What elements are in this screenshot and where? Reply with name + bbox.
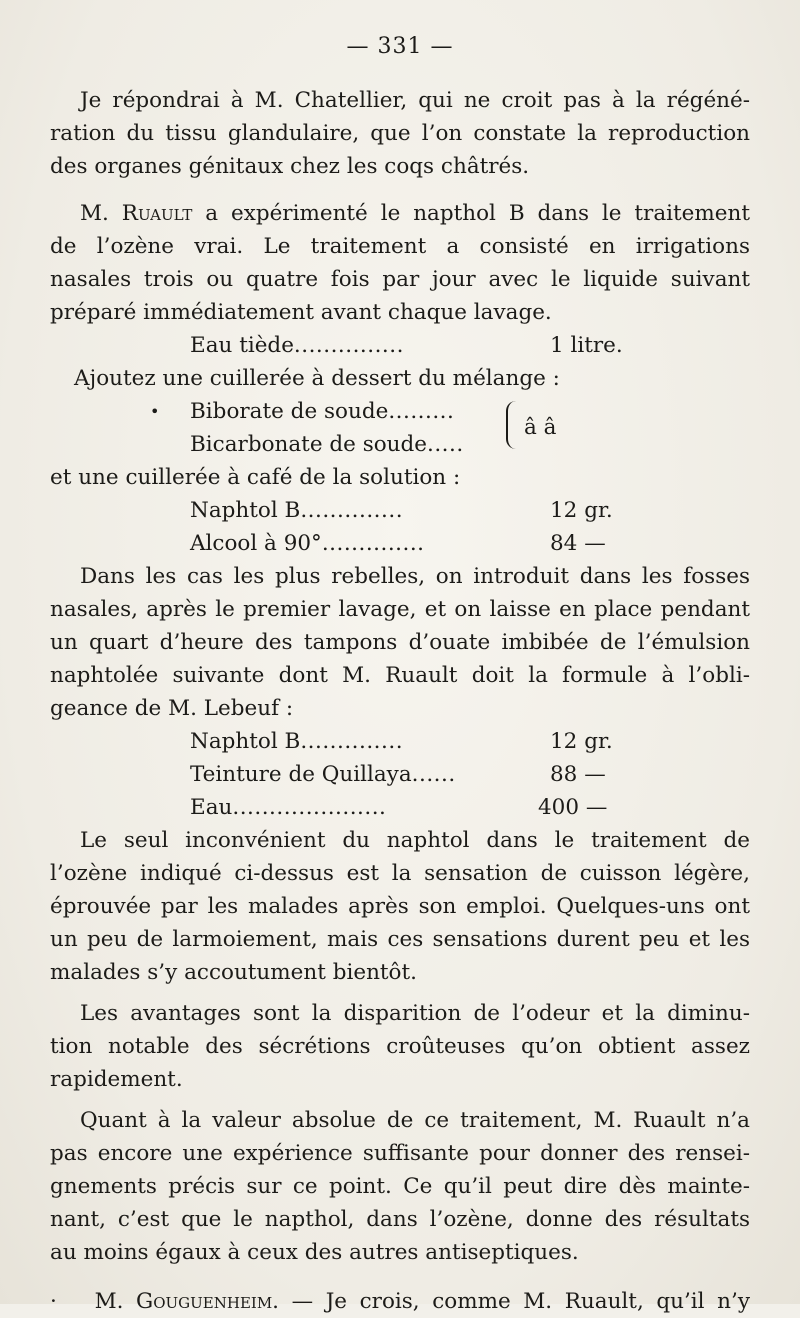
p6-line: Quant à la valeur absolue de ce traitement, M. Ruault n’a [80, 1108, 750, 1133]
p2-line: nasales trois ou quatre fois par jour avec le liquide suivant [50, 267, 750, 292]
speaker-ruault: M. Ruault [80, 201, 193, 226]
p2-line: préparé immédiatement avant chaque lavage. [50, 300, 552, 325]
p4-line: un peu de larmoiement, mais ces sensations durent peu et les [50, 927, 750, 952]
curly-brace [506, 401, 516, 449]
formula-intro-2: et une cuillerée à café de la solution : [50, 465, 461, 490]
formula-row-eau: Eau..................... 400 — [190, 795, 608, 820]
formula-row-eau-tiede: Eau tiède............... 1 litre. [190, 333, 623, 358]
p3-line: un quart d’heure des tampons d’ouate imbibée de l’émulsion [50, 630, 750, 655]
p3-line: nasales, après le premier lavage, et on laisse en place pendant [50, 597, 750, 622]
p5-line: rapidement. [50, 1067, 183, 1092]
formula-row-biborate: Biborate de soude......... [190, 399, 455, 424]
formula-brace-group [50, 395, 750, 461]
p5-line: tion notable des sécrétions croûteuses qu’on obtient assez [50, 1034, 750, 1059]
p1-line: ration du tissu glandulaire, que l’on constate la reproduction [50, 121, 750, 146]
p4-line: malades s’y accoutument bientôt. [50, 960, 417, 985]
p3-line: Dans les cas les plus rebelles, on introduit dans les fosses [80, 564, 750, 589]
p4-line: Le seul inconvénient du naphtol dans le traitement de [80, 828, 750, 853]
p2-first-line: M. Ruault a expérimenté le napthol B dans le traitement [80, 201, 750, 226]
p3-line: geance de M. Lebeuf : [50, 696, 294, 721]
p3-line: naphtolée suivante dont M. Ruault doit la formule à l’obli- [50, 663, 750, 688]
p1-line: des organes génitaux chez les coqs châtrés. [50, 154, 530, 179]
p5-line: Les avantages sont la disparition de l’odeur et la diminu- [80, 1001, 750, 1026]
bullet-mark: • [150, 402, 160, 421]
p6-line: pas encore une expérience suffisante pour donner des rensei- [50, 1141, 750, 1166]
p2-line: de l’ozène vrai. Le traitement a consisté en irrigations [50, 234, 750, 259]
p4-line: éprouvée par les malades après son emploi. Quelques-uns ont [50, 894, 750, 919]
p6-line: nant, c’est que le napthol, dans l’ozène, donne des résultats [50, 1207, 750, 1232]
p6-line: gnements précis sur ce point. Ce qu’il peut dire dès mainte- [50, 1174, 750, 1199]
page-body [50, 84, 750, 1318]
p4-line: l’ozène indiqué ci-dessus est la sensation de cuisson légère, [50, 861, 750, 886]
page-number: — 331 — [346, 34, 454, 59]
formula-row-quillaya: Teinture de Quillaya...... 88 — [190, 762, 606, 787]
formula-row-alcool: Alcool à 90°.............. 84 — [190, 531, 606, 556]
speaker-gouguenheim: M. Gouguenheim. [94, 1289, 280, 1314]
formula-row-naphtol-2: Naphtol B.............. 12 gr. [190, 729, 613, 754]
formula-row-bicarbonate: Bicarbonate de soude..... [190, 432, 464, 457]
p1-line: Je répondrai à M. Chatellier, qui ne croit pas à la régéné- [80, 88, 750, 113]
margin-mark: · [50, 1289, 57, 1314]
ana-partes: â â [524, 415, 557, 440]
p7-line: · M. Gouguenheim. — Je crois, comme M. Ruault, qu’il n’y [50, 1289, 750, 1314]
formula-intro: Ajoutez une cuillerée à dessert du mélange : [74, 366, 560, 391]
p6-line: au moins égaux à ceux des autres antiseptiques. [50, 1240, 579, 1265]
formula-row-naphtol: Naphtol B.............. 12 gr. [190, 498, 613, 523]
